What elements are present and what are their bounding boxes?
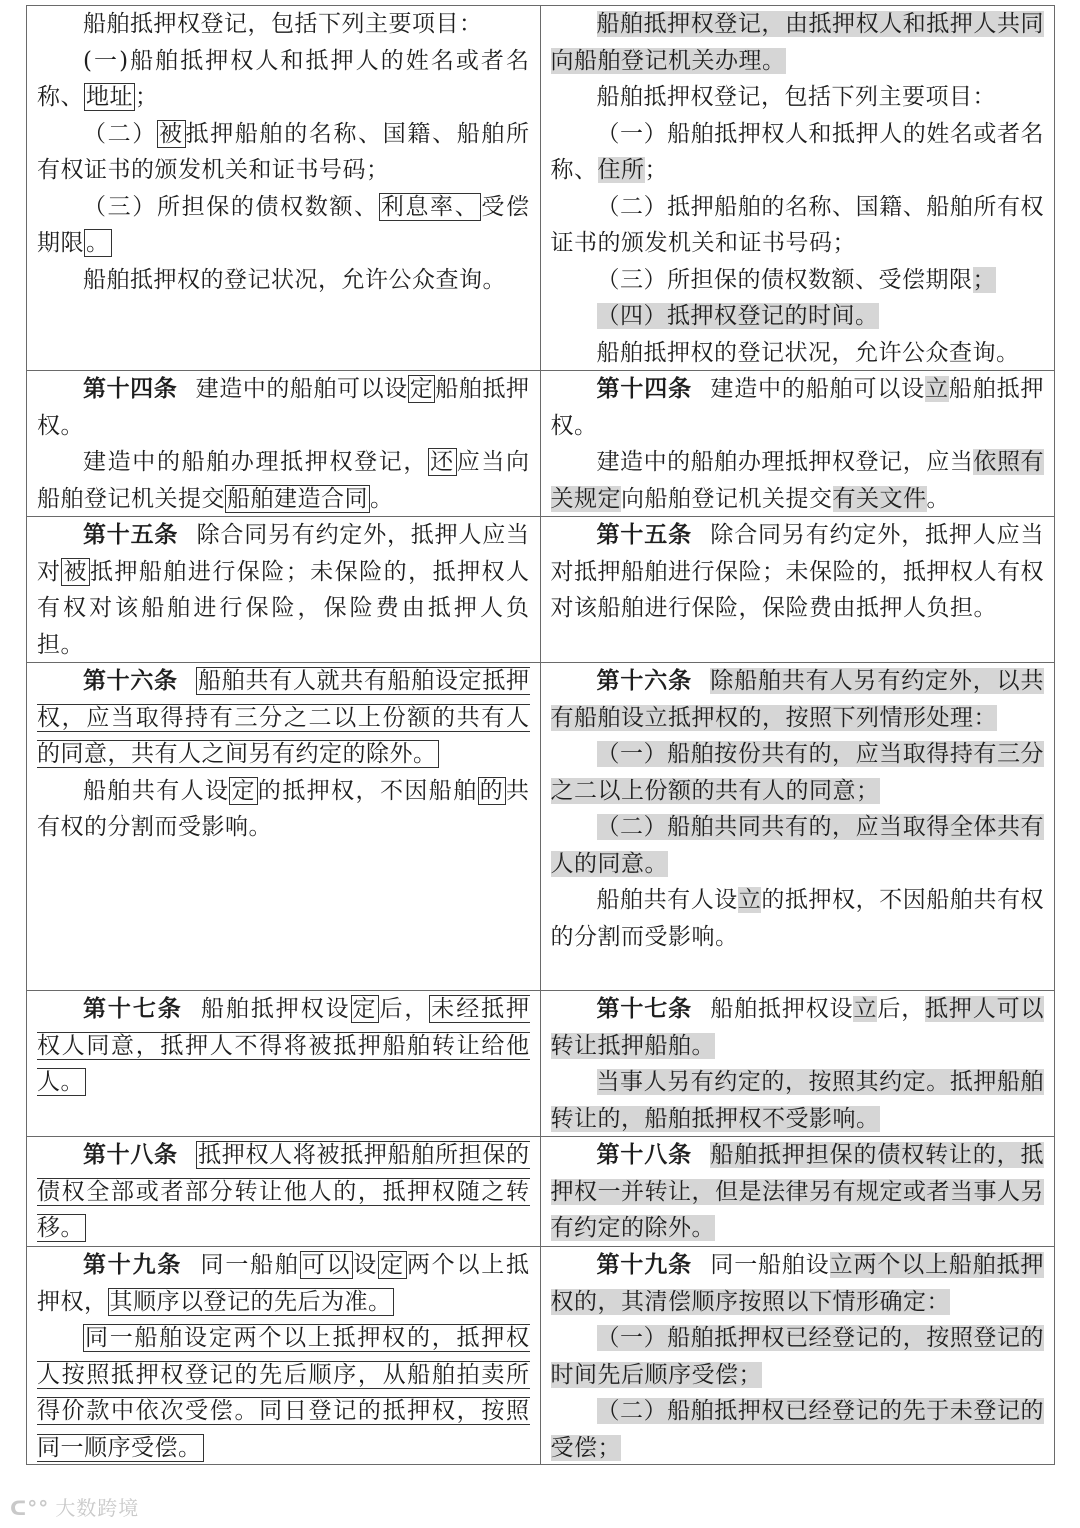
paragraph [37, 517, 530, 663]
paragraph [551, 991, 1045, 1064]
deleted-text-marker: 定 [352, 996, 378, 1022]
paragraph [551, 371, 1045, 444]
added-text-highlight: 抵押人可以转让抵押船舶。 [550, 996, 1044, 1059]
text-run: 除合同另有约定外，抵押人应当对抵押船舶进行保险；未保险的，抵押权人有权对该船舶进行保险，保险费由抵押人负担。 [550, 522, 1044, 621]
paragraph [37, 1247, 530, 1320]
paragraph [551, 79, 1045, 116]
text-run: 的抵押权，不因船舶 [257, 777, 478, 804]
paragraph [551, 809, 1045, 882]
text-run: 船舶抵押权设 [201, 996, 351, 1022]
watermark-text: 大数跨境 [55, 1496, 140, 1520]
old-text-cell [27, 663, 541, 990]
article-number: 第十四条 [83, 376, 178, 402]
text-run: ； [644, 157, 668, 183]
added-text-highlight: （二）船舶抵押权已经登记的先于未登记的受偿； [550, 1398, 1044, 1461]
deleted-text-marker: 定 [380, 1252, 405, 1278]
table-row [27, 371, 1054, 517]
table-row [27, 1137, 1054, 1247]
text-run: 后， [877, 996, 926, 1022]
added-text-highlight: 立 [737, 887, 762, 913]
text-run: 建造中的船舶办理抵押权登记，应当 [596, 449, 974, 475]
paragraph [37, 1137, 530, 1247]
deleted-text-marker: 船舶建造合同 [227, 485, 368, 512]
deleted-text-marker: 定 [231, 777, 256, 804]
paragraph [37, 116, 530, 189]
text-run: ； [135, 84, 159, 110]
paragraph [551, 1247, 1045, 1320]
added-text-highlight: （四）抵押权登记的时间。 [596, 303, 879, 329]
paragraph [551, 663, 1045, 736]
deleted-text-marker: 船舶共有人就共有船舶设定抵押权，应当取得持有三分之二以上份额的共有人的同意，共有人之间另有约定的除外。 [37, 668, 530, 767]
text-run: （二） [83, 120, 157, 147]
text-run: 共有权的分割而受影响。 [37, 777, 530, 840]
paragraph [37, 262, 530, 299]
paragraph [37, 371, 530, 444]
article-number: 第十六条 [596, 668, 692, 694]
paragraph [37, 773, 530, 846]
text-run: （一）船舶抵押权人和抵押人的姓名或者名称、 [550, 120, 1044, 183]
text-run: 船舶抵押权登记，包括下列主要项目： [83, 11, 483, 37]
text-run: 后， [379, 996, 430, 1022]
article-number: 第十九条 [596, 1252, 692, 1278]
text-run: 除合同另有约定外，抵押人应当对 [37, 522, 530, 585]
text-run: 船舶共有人设 [83, 777, 230, 804]
added-text-highlight: 船舶抵押权登记，由抵押权人和抵押人共同向船舶登记机关办理。 [550, 11, 1044, 74]
deleted-text-marker: 抵押权人将被抵押船舶所担保的债权全部或者部分转让他人的，抵押权随之转移。 [37, 1142, 530, 1241]
paragraph [37, 6, 530, 43]
comparison-table [26, 5, 1055, 1465]
deleted-text-marker: 被 [63, 558, 88, 585]
article-number: 第十九条 [83, 1252, 183, 1278]
text-run: （二）抵押船舶的名称、国籍、船舶所有权证书的颁发机关和证书号码； [550, 193, 1044, 256]
article-number: 第十六条 [83, 668, 178, 694]
old-text-cell [27, 1247, 541, 1464]
article-number: 第十五条 [83, 522, 179, 548]
paragraph [551, 736, 1045, 809]
text-run: 的抵押权，不因船舶共有权的分割而受影响。 [550, 887, 1045, 950]
paragraph [37, 444, 530, 517]
watermark [10, 1492, 139, 1521]
paragraph [37, 663, 530, 773]
article-number: 第十七条 [596, 996, 692, 1022]
text-run: 抵押船舶进行保险；未保险的，抵押权人有权对该船舶进行保险，保险费由抵押人负担。 [37, 558, 530, 658]
text-run: 船舶抵押权。 [37, 376, 530, 439]
new-text-cell [541, 1247, 1055, 1464]
paragraph [551, 116, 1045, 189]
table-row [27, 517, 1054, 663]
paragraph [551, 262, 1045, 299]
text-run: 船舶抵押权的登记状况，允许公众查询。 [83, 266, 506, 293]
text-run: 船舶抵押权。 [550, 376, 1044, 439]
added-text-highlight: （二）船舶共同共有的，应当取得全体共有人的同意。 [550, 814, 1044, 877]
text-run: 船舶抵押权的登记状况，允许公众查询。 [596, 339, 1020, 366]
added-text-highlight: ； [972, 266, 996, 293]
new-text-cell [541, 517, 1055, 662]
paragraph [551, 1393, 1045, 1466]
new-text-cell [541, 663, 1055, 990]
added-text-highlight: 其清偿顺序按照以下情形确定： [621, 1288, 950, 1315]
deleted-text-marker: 定 [409, 376, 434, 402]
paragraph [551, 1137, 1045, 1247]
article-number: 第十五条 [596, 522, 692, 548]
text-run: （三）所担保的债权数额、 [83, 193, 379, 220]
paragraph [551, 298, 1045, 335]
paragraph [551, 517, 1045, 627]
text-run: 同一船舶 [200, 1252, 300, 1278]
deleted-text-marker: 的 [479, 777, 505, 804]
paragraph [37, 1320, 530, 1466]
text-run: 设 [353, 1252, 379, 1278]
article-number: 第十四条 [596, 376, 692, 402]
added-text-highlight: 有关文件 [832, 485, 927, 512]
new-text-cell [541, 371, 1055, 516]
paragraph [37, 43, 530, 116]
new-text-cell [541, 1137, 1055, 1246]
paragraph [37, 991, 530, 1101]
text-run: 同一船舶设 [710, 1252, 830, 1278]
added-text-highlight: 除船舶共有人另有约定外，以共有船舶设立抵押权的，按照下列情形处理： [550, 668, 1044, 731]
table-row [27, 6, 1054, 371]
text-run: 船舶抵押权设 [710, 996, 854, 1022]
text-run: 建造中的船舶办理抵押权登记， [83, 449, 429, 475]
text-run: 船舶抵押权登记，包括下列主要项目： [596, 84, 996, 110]
text-run: 向船舶登记机关提交 [621, 485, 833, 512]
added-text-highlight: （一）船舶抵押权已经登记的，按照登记的时间先后顺序受偿； [550, 1325, 1044, 1388]
paragraph [551, 6, 1045, 79]
paragraph [551, 189, 1045, 262]
added-text-highlight: 当事人另有约定的，按照其约定。抵押船舶转让的，船舶抵押权不受影响。 [550, 1069, 1044, 1132]
added-text-highlight: 立 [829, 1252, 854, 1278]
text-run: 建造中的船舶可以设 [195, 376, 408, 402]
text-run: 。 [370, 485, 394, 512]
text-run: 建造中的船舶可以设 [710, 376, 926, 402]
new-text-cell [541, 991, 1055, 1136]
deleted-text-marker: 地址 [86, 84, 133, 110]
deleted-text-marker: 。 [86, 230, 110, 256]
table-row [27, 663, 1054, 991]
deleted-text-marker: 其顺序以登记的先后为准。 [109, 1288, 392, 1315]
paragraph [551, 335, 1045, 372]
article-number: 第十八条 [596, 1142, 692, 1168]
paragraph [551, 444, 1045, 517]
table-row [27, 1247, 1054, 1464]
paragraph [551, 1064, 1045, 1137]
old-text-cell [27, 371, 541, 516]
text-run: 抵押船舶的名称、国籍、船舶所有权证书的颁发机关和证书号码； [37, 120, 530, 183]
old-text-cell [27, 991, 541, 1136]
text-run: 应当向船舶登记机关提交 [37, 449, 530, 512]
added-text-highlight: 依照有关规定 [550, 449, 1045, 512]
deleted-text-marker: 未经抵押权人同意，抵押人不得将被抵押船舶转让给他人。 [37, 996, 530, 1095]
added-text-highlight: （一）船舶按份共有的，应当取得持有三分之二以上份额的共有人的同意； [550, 741, 1044, 804]
text-run: 船舶共有人设 [596, 887, 738, 913]
added-text-highlight: 立 [853, 996, 878, 1022]
added-text-highlight: 船舶抵押担保的债权转让的，抵押权一并转让，但是法律另有规定或者当事人另有约定的除外。 [550, 1142, 1044, 1241]
new-text-cell [541, 6, 1055, 370]
added-text-highlight: 立 [925, 376, 949, 402]
paragraph [551, 1320, 1045, 1393]
deleted-text-marker: 可以 [301, 1252, 352, 1278]
added-text-highlight: 住所 [597, 157, 645, 183]
added-text-highlight: 两个以上船舶抵押权的， [550, 1252, 1044, 1315]
old-text-cell [27, 6, 541, 370]
text-run: （三）所担保的债权数额、受偿期限 [596, 266, 973, 293]
watermark-logo-icon: ᑕ°° [10, 1496, 50, 1520]
text-run: 两个以上抵押权， [37, 1252, 530, 1315]
deleted-text-marker: 被 [158, 120, 184, 147]
text-run: 。 [926, 485, 950, 512]
paragraph [551, 882, 1045, 955]
table-row [27, 991, 1054, 1137]
old-text-cell [27, 1137, 541, 1246]
deleted-text-marker: 还 [430, 449, 455, 475]
old-text-cell [27, 517, 541, 662]
deleted-text-marker: 同一船舶设定两个以上抵押权的，抵押权人按照抵押权登记的先后顺序，从船舶拍卖所得价款中依次受偿。同日登记的抵押权，按照同一顺序受偿。 [37, 1325, 530, 1461]
paragraph [37, 189, 530, 262]
article-number: 第十七条 [83, 996, 183, 1022]
text-run: 受偿期限 [37, 193, 530, 256]
deleted-text-marker: 利息率、 [380, 193, 480, 220]
text-run: (一)船舶抵押权人和抵押人的姓名或者名称、 [37, 47, 530, 110]
article-number: 第十八条 [83, 1142, 178, 1168]
